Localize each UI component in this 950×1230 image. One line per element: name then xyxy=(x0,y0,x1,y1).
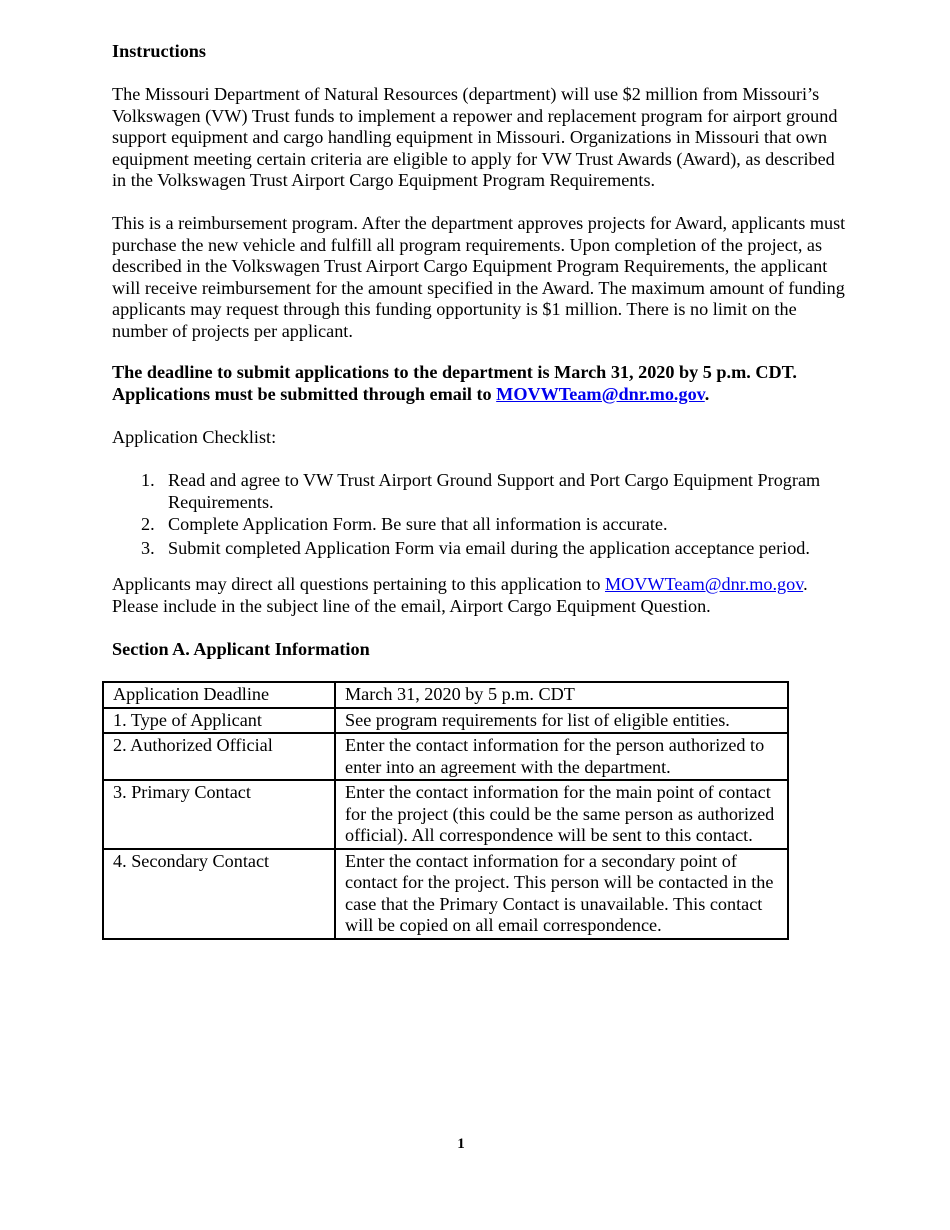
checklist-item-number: 1. xyxy=(141,470,155,490)
checklist-item-text: Submit completed Application Form via email during the application acceptance period. xyxy=(168,537,810,558)
checklist-item-number: 2. xyxy=(141,514,155,534)
questions-line-1 xyxy=(112,574,872,596)
questions-line-1-text: Applicants may direct all questions pertaining to this application to xyxy=(112,574,605,594)
checklist-label: Application Checklist: xyxy=(112,427,277,447)
deadline-line-1: The deadline to submit applications to the department is March 31, 2020 by 5 p.m. CDT. xyxy=(112,362,797,382)
questions-line-2: Please include in the subject line of the email, Airport Cargo Equipment Question. xyxy=(112,595,711,616)
checklist-item xyxy=(112,470,868,513)
checklist-list xyxy=(112,470,852,559)
questions-line-1-suffix: . xyxy=(803,574,808,594)
table-row-label: 3. Primary Contact xyxy=(103,780,335,849)
deadline-email-link[interactable]: MOVWTeam@dnr.mo.gov xyxy=(496,383,705,404)
checklist-item xyxy=(112,514,868,536)
table-row-value: Enter the contact information for the main point of contact for the project (this could be the same person as authorized official). All correspondence will be sent to this contact. xyxy=(335,780,788,849)
deadline-line-2 xyxy=(112,384,872,406)
checklist-item-number: 3. xyxy=(141,537,155,558)
table-row xyxy=(103,708,788,734)
table-row xyxy=(103,849,788,939)
table-row xyxy=(103,733,788,780)
deadline-line-2-text: Applications must be submitted through email to xyxy=(112,383,497,404)
table-row-value: March 31, 2020 by 5 p.m. CDT xyxy=(335,682,788,708)
questions-note xyxy=(112,574,872,617)
table-row-label: Application Deadline xyxy=(103,682,335,708)
table-row xyxy=(103,682,788,708)
checklist xyxy=(112,470,852,559)
instructions-heading: Instructions xyxy=(112,41,206,61)
page-number: 1 xyxy=(457,1136,465,1152)
table-row-value: Enter the contact information for the person authorized to enter into an agreement with the department. xyxy=(335,733,788,780)
table-row-label: 4. Secondary Contact xyxy=(103,849,335,939)
table-row-value: See program requirements for list of eligible entities. xyxy=(335,708,788,734)
applicant-info-table xyxy=(102,681,789,940)
table-row xyxy=(103,780,788,849)
deadline-notice xyxy=(112,362,872,405)
questions-email-link[interactable]: MOVWTeam@dnr.mo.gov xyxy=(604,574,804,594)
checklist-item xyxy=(112,538,868,560)
table-row-label: 2. Authorized Official xyxy=(103,733,335,780)
instructions-paragraph-2: This is a reimbursement program. After the department approves projects for Award, applicants must purchase the new vehicle and fulfill all program requirements. Upon completion of the project, as described in the Volkswagen Trust Airport Cargo Equipment Program Requirements, the applicant will receive reimbursement for the amount specified in the Award. The maximum amount of funding applicants may request through this funding opportunity is $1 million. There is no limit on the number of projects per applicant. xyxy=(112,213,846,341)
instructions-paragraph-1: The Missouri Department of Natural Resources (department) will use $2 million from Missouri’s Volkswagen (VW) Trust funds to implement a repower and replacement program for airport ground support equipment and cargo handling equipment in Missouri. Organizations in Missouri that own equipment meeting certain criteria are eligible to apply for VW Trust Awards (Award), as described in the Volkswagen Trust Airport Cargo Equipment Program Requirements. xyxy=(112,84,838,190)
table-row-value: Enter the contact information for a secondary point of contact for the project. This person will be contacted in the case that the Primary Contact is unavailable. This contact will be copied on all email correspondence. xyxy=(335,849,788,939)
table-row-label: 1. Type of Applicant xyxy=(103,708,335,734)
checklist-item-text: Read and agree to VW Trust Airport Ground Support and Port Cargo Equipment Program Requirements. xyxy=(168,470,821,512)
checklist-item-text: Complete Application Form. Be sure that all information is accurate. xyxy=(168,514,668,534)
section-a-heading: Section A. Applicant Information xyxy=(112,639,370,659)
deadline-line-2-suffix: . xyxy=(704,383,710,404)
